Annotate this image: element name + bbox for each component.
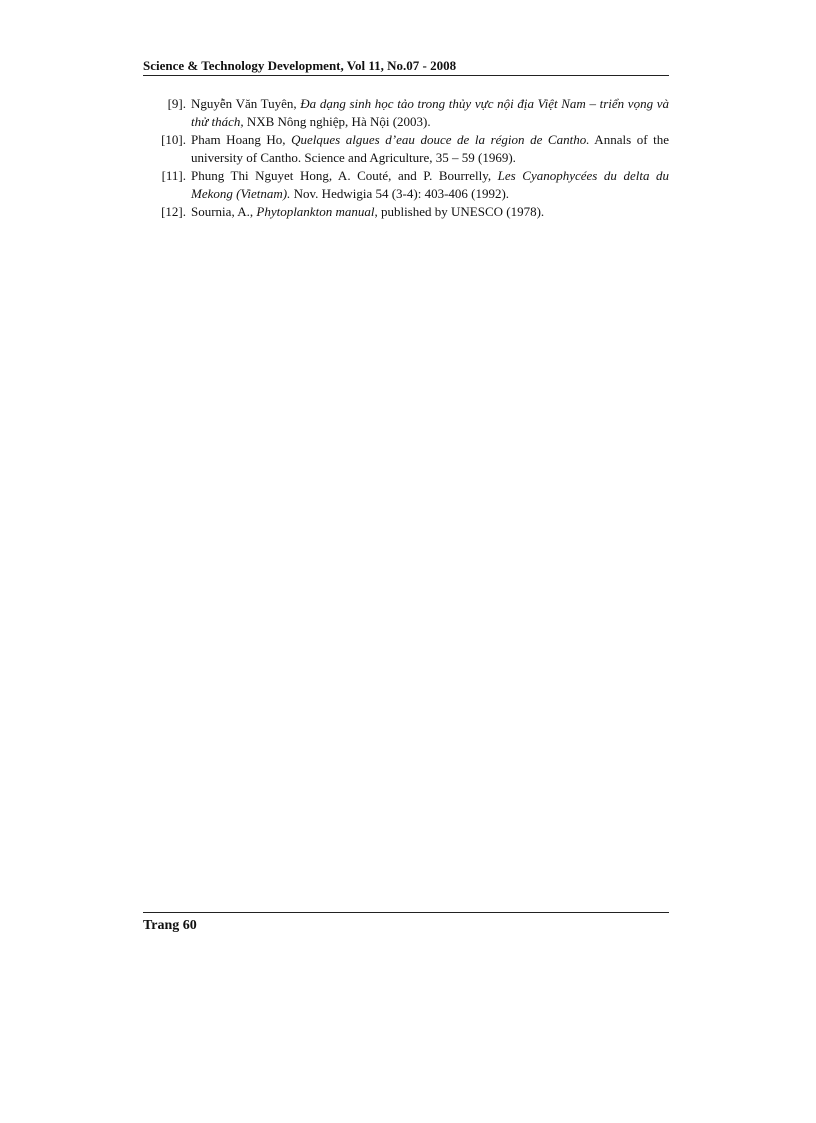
reference-title: Les Cyanophycées du delta du Mekong (Vietnam).	[191, 168, 670, 201]
reference-authors: Pham Hoang Ho,	[191, 132, 292, 147]
reference-number: [10].	[161, 132, 186, 147]
reference-item	[143, 131, 669, 167]
reference-publication: Nov. Hedwigia 54 (3-4): 403-406 (1992).	[290, 186, 510, 201]
reference-number: [12].	[161, 204, 186, 219]
reference-text	[191, 131, 669, 167]
reference-authors: Phung Thi Nguyet Hong, A. Couté, and P. Bourrelly,	[191, 168, 498, 183]
reference-text	[191, 167, 669, 203]
header-divider	[143, 75, 669, 76]
reference-text	[191, 203, 669, 221]
reference-authors: Sournia, A.,	[191, 204, 257, 219]
reference-item	[143, 95, 669, 131]
reference-publication: Annals of the university of Cantho. Science and Agriculture, 35 – 59 (1969).	[191, 132, 669, 165]
running-header: Science & Technology Development, Vol 11, No.07 - 2008	[143, 58, 457, 73]
reference-item	[143, 203, 669, 221]
reference-number: [9].	[167, 96, 186, 111]
reference-item	[143, 167, 669, 203]
footer-divider	[143, 912, 669, 913]
reference-list	[143, 95, 669, 221]
reference-title: Đa dạng sinh học tảo trong thủy vực nội địa Việt Nam – triển vọng và thử thách,	[191, 96, 669, 129]
reference-title: Quelques algues d’eau douce de la région de Cantho.	[291, 132, 590, 147]
reference-text	[191, 95, 669, 131]
reference-publication: , published by UNESCO (1978).	[374, 204, 545, 219]
reference-authors: Nguyễn Văn Tuyên,	[191, 96, 301, 111]
reference-title: Phytoplankton manual	[256, 204, 375, 219]
reference-publication: NXB Nông nghiệp, Hà Nội (2003).	[243, 114, 431, 129]
page-number: Trang 60	[143, 918, 197, 933]
reference-number: [11].	[161, 168, 186, 183]
